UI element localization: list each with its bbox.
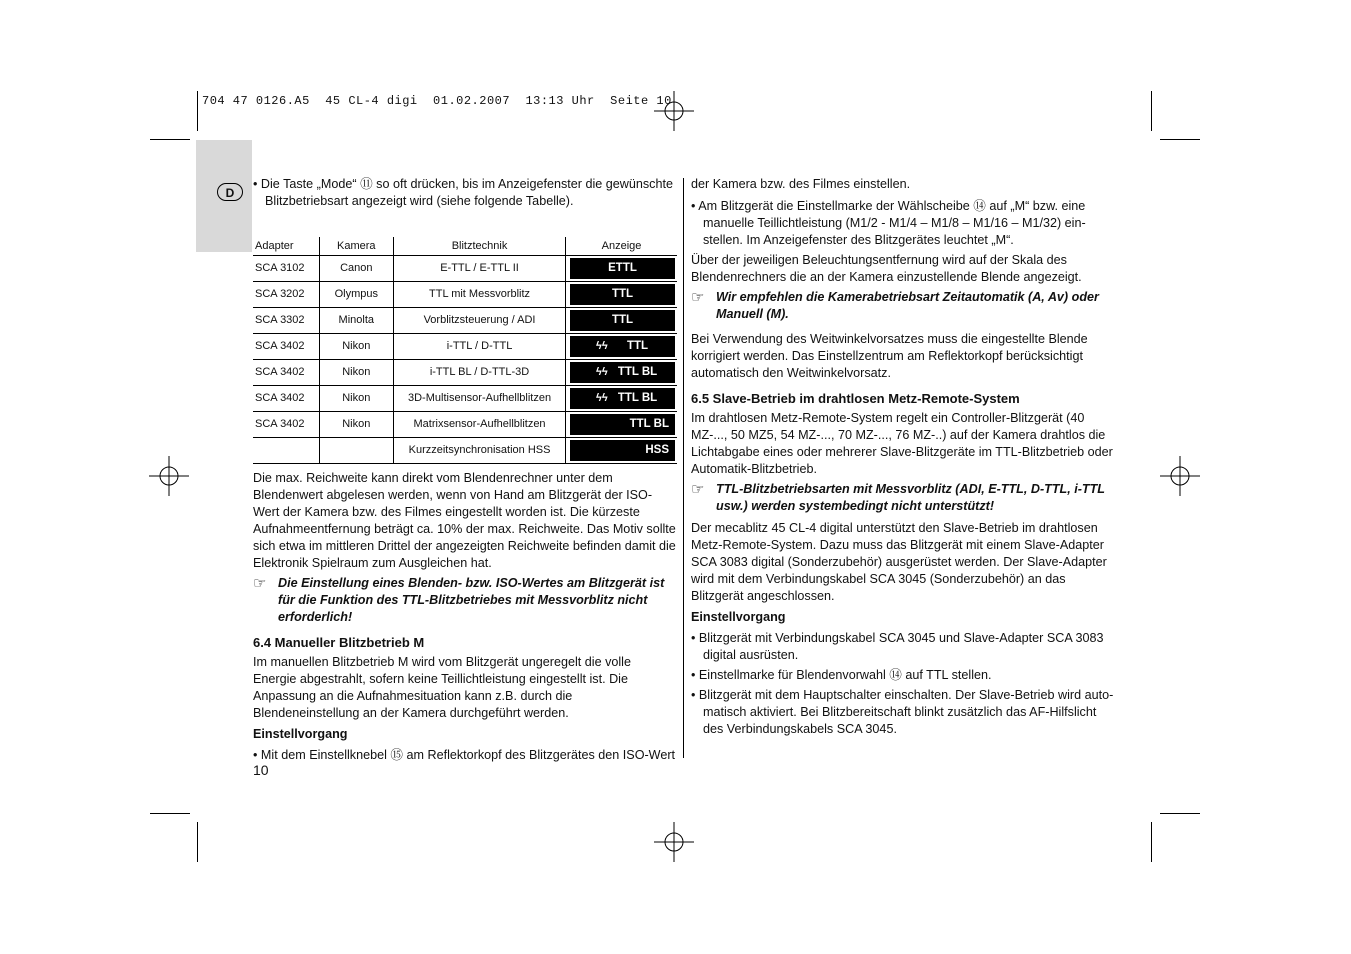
- section-heading-6-4: 6.4 Manueller Blitzbetrieb M: [253, 635, 425, 650]
- page-number: 10: [253, 762, 269, 778]
- registration-mark-icon: [654, 91, 694, 131]
- registration-mark-icon: [1160, 456, 1200, 496]
- display-cell: [566, 256, 677, 282]
- display-indicator: [570, 310, 675, 331]
- display-indicator: [570, 414, 675, 435]
- technik-cell: TTL mit Messvorblitz: [394, 282, 566, 308]
- wide-angle-paragraph: Bei Verwendung des Weitwinkelvorsatzes muss die eingestellte Blende korrigiert werden. Das Einstellzentrum am Reflektorkopf berücksichtigt automatisch den Weitwinkelvorsatz.: [691, 332, 1088, 380]
- table-header: Adapter: [253, 237, 319, 256]
- display-indicator: [570, 388, 675, 409]
- manual-mode-paragraph: Im manuellen Blitzbetrieb M wird vom Blitzgerät ungeregelt die volle Energie abgestrahlt, sofern keine Teillichtleistung eingestellt ist. Die Anpassung an die Aufnahmesituation kann z.B. durch die Blendeneinstellung an der Kamera durchgeführt werden.: [253, 655, 631, 720]
- right-column: [691, 176, 1119, 741]
- display-cell: [566, 360, 677, 386]
- adapter-cell: SCA 3402: [253, 360, 319, 386]
- flash-bolt-icon: ϟϟ: [596, 366, 608, 378]
- note-text: TTL-Blitzbetriebsarten mit Messvorblitz (ADI, E-TTL, D-TTL, i-TTL usw.) werden systembedingt nicht unterstützt!: [716, 482, 1105, 513]
- note-text: Wir empfehlen die Kamerabetriebsart Zeitautomatik (A, Av) oder Manuell (M).: [716, 290, 1099, 321]
- note-text: Die Einstellung eines Blenden- bzw. ISO-Wertes am Blitzgerät ist für die Funktion des TTL-Blitzbetriebes mit Messvorblitz nicht erforderlich!: [278, 576, 665, 624]
- display-indicator: [570, 284, 675, 305]
- remote-system-paragraph: Im drahtlosen Metz-Remote-System regelt ein Controller-Blitzgerät (40 MZ-..., 50 MZ5, 54 MZ-..., 70 MZ-..., 76 MZ-..) auf der Kamera drahtlos die Lichtabgabe eines oder mehrerer Slave-Blitzgeräte im TTL-Blitzbetrieb oder Automatik-Blitzbetrieb.: [691, 411, 1113, 476]
- display-cell: [566, 282, 677, 308]
- display-cell: [566, 412, 677, 438]
- camera-cell: Nikon: [319, 412, 393, 438]
- language-badge: D: [217, 183, 243, 201]
- display-cell: [566, 438, 677, 464]
- display-label: HSS: [645, 444, 669, 456]
- technik-cell: E-TTL / E-TTL II: [394, 256, 566, 282]
- list-item: • Am Blitzgerät die Einstellmarke der Wählscheibe ⑭ auf „M“ bzw. eine manuelle Teillichtleistung (M1/2 - M1/4 – M1/8 – M1/16 – M1/32) einstellen. Im Anzeigefenster des Blitzgerätes leuchtet „M“.: [691, 199, 1086, 247]
- display-indicator: [570, 336, 675, 357]
- adapter-cell: SCA 3402: [253, 334, 319, 360]
- camera-cell: Canon: [319, 256, 393, 282]
- table-row: [253, 334, 677, 360]
- adapter-cell: SCA 3202: [253, 282, 319, 308]
- technik-cell: 3D-Multisensor-Aufhellblitzen: [394, 386, 566, 412]
- display-label: TTL BL: [629, 418, 669, 430]
- display-cell: [566, 334, 677, 360]
- list-item: • Mit dem Einstellknebel ⑮ am Reflektorkopf des Blitzgerätes den ISO-Wert: [253, 748, 676, 762]
- list-item: • Blitzgerät mit dem Hauptschalter einschalten. Der Slave-Betrieb wird automatisch aktiviert. Bei Blitzbereitschaft blinkt zusätzlich das AF-Hilfslicht des Verbindungskabels SCA 3045.: [691, 688, 1114, 736]
- note: [253, 575, 677, 626]
- column-divider: [683, 178, 684, 758]
- adapter-cell: SCA 3302: [253, 308, 319, 334]
- adapter-cell: SCA 3402: [253, 412, 319, 438]
- display-label: TTL: [611, 314, 634, 326]
- flash-bolt-icon: ϟϟ: [596, 340, 608, 352]
- list-item: • Einstellmarke für Blendenvorwahl ⑭ auf TTL stellen.: [691, 668, 992, 682]
- table-row: [253, 282, 677, 308]
- pointing-hand-icon: ☞: [691, 289, 705, 306]
- slave-mode-paragraph: Der mecablitz 45 CL-4 digital unterstützt den Slave-Betrieb im drahtlosen Metz-Remote-System. Dazu muss das Blitzgerät mit einem Slave-Adapter SCA 3083 digital (Sonderzubehör) ausgerüstet werden. Der Slave-Adapter wird mit dem Verbindungskabel SCA 3045 (Sonderzubehör) an das Blitzgerät angeschlossen.: [691, 521, 1107, 603]
- intro-bullet: • Die Taste „Mode“ ⑪ so oft drücken, bis im Anzeigefenster die gewünschte Blitzbetriebsart angezeigt wird (siehe folgende Tabelle).: [253, 177, 673, 208]
- note: [691, 289, 1119, 323]
- note: [691, 481, 1119, 515]
- camera-cell: [319, 438, 393, 464]
- left-column: [253, 176, 677, 767]
- print-header: 704 47 0126.A5 45 CL-4 digi 01.02.2007 13:13 Uhr Seite 10: [202, 94, 672, 108]
- camera-cell: Nikon: [319, 334, 393, 360]
- table-row: [253, 438, 677, 464]
- display-label: TTL: [611, 288, 634, 300]
- adapter-cell: SCA 3102: [253, 256, 319, 282]
- display-label: TTL BL: [617, 366, 658, 378]
- display-indicator: [570, 258, 675, 279]
- flash-bolt-icon: ϟϟ: [596, 392, 608, 404]
- display-indicator: [570, 362, 675, 383]
- flash-mode-table: [253, 237, 677, 464]
- registration-mark-icon: [149, 456, 189, 496]
- range-paragraph: Die max. Reichweite kann direkt vom Blendenrechner unter dem Blendenwert abgelesen werden, wenn von Hand am Blitzgerät der ISO-Wert der Kamera bzw. des Filmes eingestellt worden ist. Die kürzeste Aufnahmeentfernung beträgt ca. 10% der max. Reichweite. Das Motiv sollte sich etwa im mittleren Drittel der angezeigten Reichweite befinden damit die Elektronik Spielraum zum Ausgleichen hat.: [253, 471, 676, 570]
- pointing-hand-icon: ☞: [253, 575, 267, 592]
- table-row: [253, 256, 677, 282]
- table-row: [253, 412, 677, 438]
- technik-cell: i-TTL / D-TTL: [394, 334, 566, 360]
- adapter-cell: SCA 3402: [253, 386, 319, 412]
- camera-cell: Nikon: [319, 360, 393, 386]
- camera-cell: Olympus: [319, 282, 393, 308]
- pointing-hand-icon: ☞: [691, 481, 705, 498]
- table-header: Blitztechnik: [394, 237, 566, 256]
- table-header: Kamera: [319, 237, 393, 256]
- technik-cell: Vorblitzsteuerung / ADI: [394, 308, 566, 334]
- technik-cell: Matrixsensor-Aufhellblitzen: [394, 412, 566, 438]
- display-label: TTL: [626, 340, 649, 352]
- technik-cell: Kurzzeitsynchronisation HSS: [394, 438, 566, 464]
- subheading-einstellvorgang: Einstellvorgang: [253, 727, 348, 741]
- registration-mark-icon: [654, 822, 694, 862]
- table-row: [253, 386, 677, 412]
- table-header-row: [253, 237, 677, 256]
- table-row: [253, 360, 677, 386]
- camera-cell: Minolta: [319, 308, 393, 334]
- display-label: ETTL: [608, 262, 637, 274]
- display-indicator: [570, 440, 675, 461]
- list-item: • Blitzgerät mit Verbindungskabel SCA 3045 und Slave-Adapter SCA 3083 digital ausrüsten.: [691, 631, 1104, 662]
- aperture-paragraph: Über der jeweiligen Beleuchtungsentfernung wird auf der Skala des Blendenrechners die an der Kamera einzustellende Blende angezeigt.: [691, 253, 1082, 284]
- technik-cell: i-TTL BL / D-TTL-3D: [394, 360, 566, 386]
- display-label: TTL BL: [617, 392, 658, 404]
- display-cell: [566, 386, 677, 412]
- camera-cell: Nikon: [319, 386, 393, 412]
- adapter-cell: [253, 438, 319, 464]
- section-heading-6-5: 6.5 Slave-Betrieb im drahtlosen Metz-Remote-System: [691, 391, 1020, 406]
- subheading-einstellvorgang: Einstellvorgang: [691, 610, 786, 624]
- table-header: Anzeige: [566, 237, 677, 256]
- continuation-text: der Kamera bzw. des Filmes einstellen.: [691, 177, 911, 191]
- table-row: [253, 308, 677, 334]
- display-cell: [566, 308, 677, 334]
